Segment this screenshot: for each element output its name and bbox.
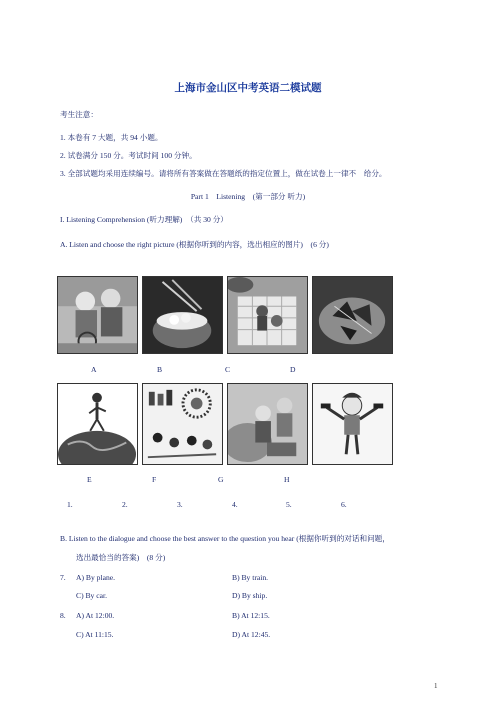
question-number-3: 3. <box>177 500 183 509</box>
elderly-couple-picture <box>57 276 138 354</box>
question-8-option-b: B) At 12:15. <box>232 611 270 620</box>
picture-label-g: G <box>218 475 224 484</box>
part-heading: Part 1 Listening (第一部分 听力) <box>190 192 306 201</box>
section-a-heading: A. Listen and choose the right picture (根据你听到的内容，选出相应的图片) (6 分) <box>60 240 329 249</box>
notice-item-3: 3. 全部试题均采用连续编号。请将所有答案做在答题纸的指定位置上，做在试卷上一律不 给分。 <box>60 169 387 178</box>
question-number-2: 2. <box>122 500 128 509</box>
zongzi-dumplings-picture <box>312 276 393 354</box>
page-number: 1 <box>434 682 438 690</box>
picture-label-c: C <box>225 365 231 374</box>
rice-bowl-chopsticks-picture <box>142 276 223 354</box>
question-8-option-d: D) At 12:45. <box>232 630 271 639</box>
question-number-4: 4. <box>232 500 238 509</box>
picture-label-b: B <box>157 365 163 374</box>
boy-walking-on-globe-picture <box>57 383 138 465</box>
page-title: 上海市金山区中考英语二模试题 <box>174 83 322 94</box>
section-b-heading-line1: B. Listen to the dialogue and choose the best answer to the question you hear (根据你听到的对话和问题， <box>60 534 390 543</box>
picture-label-e: E <box>87 475 92 484</box>
question-7-option-b: B) By train. <box>232 573 269 582</box>
question-number-1: 1. <box>67 500 73 509</box>
section-1-heading: I. Listening Comprehension (听力理解) （共 30 分） <box>60 215 228 224</box>
question-7-option-c: C) By car. <box>76 591 108 600</box>
question-number-5: 5. <box>286 500 292 509</box>
family-picnic-picture <box>227 276 308 354</box>
notice-item-2: 2. 试卷满分 150 分。考试时间 100 分钟。 <box>60 151 197 160</box>
question-8-option-c: C) At 11:15. <box>76 630 114 639</box>
question-7-option-a: A) By plane. <box>76 573 116 582</box>
question-7-number: 7. <box>60 573 66 582</box>
picture-label-f: F <box>152 475 157 484</box>
question-7-option-d: D) By ship. <box>232 591 268 600</box>
question-8-number: 8. <box>60 611 66 620</box>
question-number-6: 6. <box>341 500 347 509</box>
picture-label-h: H <box>284 475 290 484</box>
picture-label-d: D <box>290 365 296 374</box>
festival-collage-picture <box>142 383 223 465</box>
section-b-heading-line2: 选出最恰当的答案) (8 分) <box>76 553 166 562</box>
notice-heading: 考生注意： <box>60 110 98 119</box>
notice-item-1: 1. 本卷有 7 大题，共 94 小题。 <box>60 133 163 142</box>
question-8-option-a: A) At 12:00. <box>76 611 115 620</box>
boy-exercising-picture <box>312 383 393 465</box>
two-friends-picture <box>227 383 308 465</box>
picture-label-a: A <box>91 365 97 374</box>
